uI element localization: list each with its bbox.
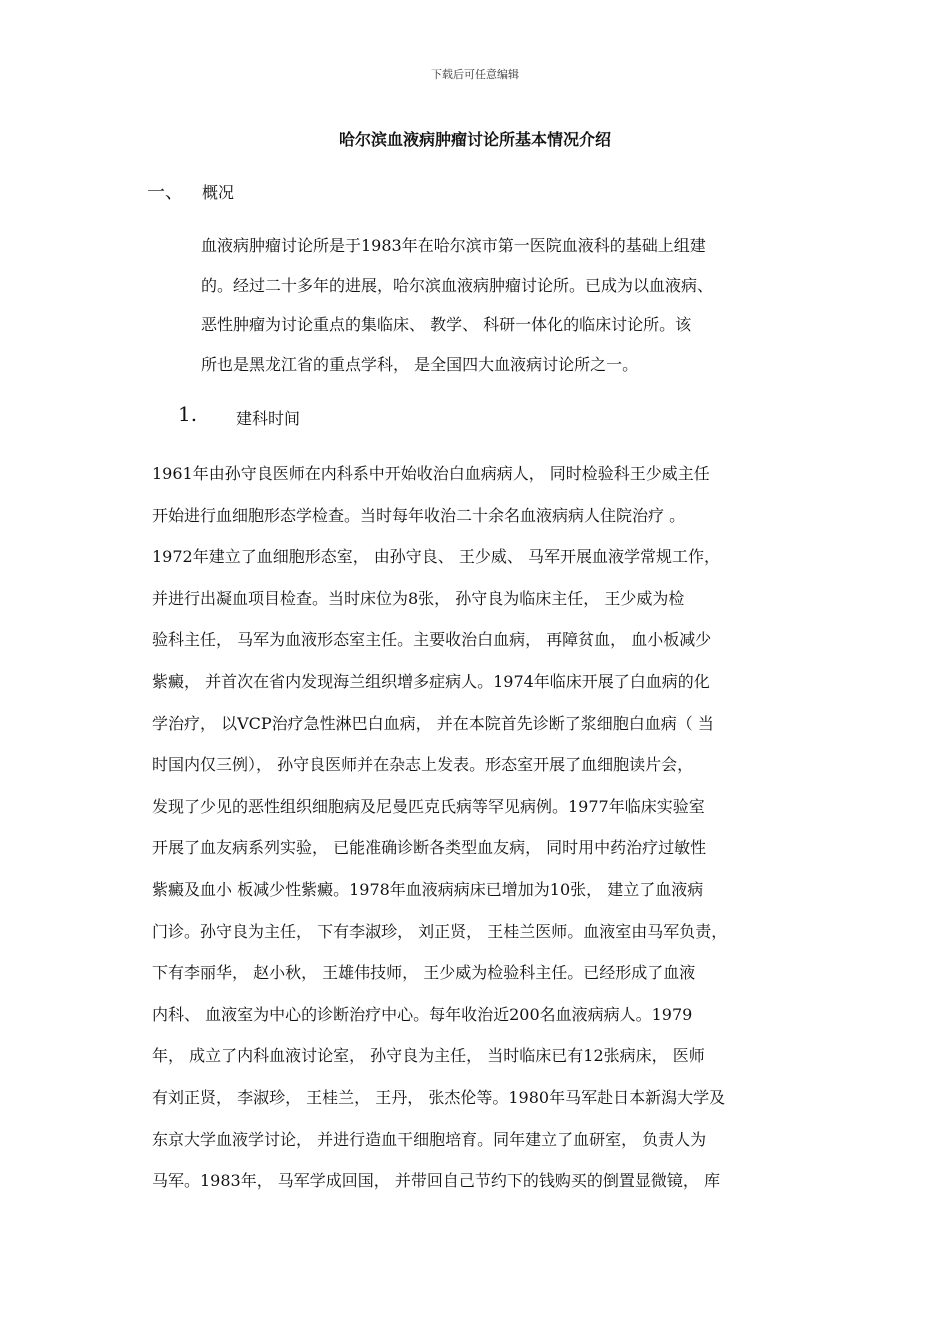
document-title: 哈尔滨血液病肿瘤讨论所基本情况介绍 bbox=[338, 130, 611, 149]
section-number: 一、 bbox=[147, 182, 183, 203]
subsection-title: 建科时间 bbox=[236, 409, 301, 428]
section-paragraph: 血液病肿瘤讨论所是于1983年在哈尔滨市第一医院血液科的基础上组建 的。经过二十多年的进展，哈尔滨血液病肿瘤讨论所。已成为以血液病、 恶性肿瘤为讨论重点的集临床、 教学、 科研一体化的临床讨论所。该 所也是黑龙江省的重点学科， 是全国四大血液病讨论所之一。 bbox=[201, 236, 714, 374]
header-note: 下载后可任意编辑 bbox=[431, 68, 519, 81]
section-title: 概况 bbox=[202, 183, 235, 202]
subsection-paragraph: 1961年由孙守良医师在内科系中开始收治白血病病人， 同时检验科王少威主任 开始进行血细胞形态学检查。当时每年收治二十余名血液病病人住院治疗 。 1972年建立了血细胞形态室， 由孙守良、 王少威、 马军开展血液学常规工作， 并进行出凝血项目检查。当时床位为8张， 孙守良为临床主任， 王少威为检 验科主任， 马军为血液形态室主任。主要收治白血病， 再障贫血， 血小板减少 紫癜， 并首次在省内发现海兰组织增多症病人。1974年临床开展了白血病的化 学治疗， 以VCP治疗急性淋巴白血病， 并在本院首先诊断了浆细胞白血病（ 当 时国内仅三例）， 孙守良医师并在杂志上发表。形态室开展了血细胞读片会， 发现了少见的恶性组织细胞病及尼曼匹克氏病等罕见病例。1977年临床实验室 开展了血友病系列实验， 已能准确诊断各类型血友病， 同时用中药治疗过敏性 紫癜及血小 板减少性紫癜。1978年血液病病床已增加为10张， 建立了血液病 门诊。孙守良为主任， 下有李淑珍， 刘正贤， 王桂兰医师。血液室由马军负责， 下有李丽华， 赵小秋， 王雄伟技师， 王少威为检验科主任。已经形成了血液 内科、 血液室为中心的诊断治疗中心。每年收治近200名血液病病人。1979 年， 成立了内科血液讨论室， 孙守良为主任， 当时临床已有12张病床， 医师 有刘正贤， 李淑珍， 王桂兰， 王丹， 张杰伦等。1980年马军赴日本新潟大学及 东京大学血液学讨论， 并进行造血干细胞培育。同年建立了血研室， 负责人为 马军。1983年， 马军学成回国， 并带回自己节约下的钱购买的倒置显微镜， 库 bbox=[152, 464, 728, 1191]
subsection-number: 1. bbox=[178, 402, 198, 426]
